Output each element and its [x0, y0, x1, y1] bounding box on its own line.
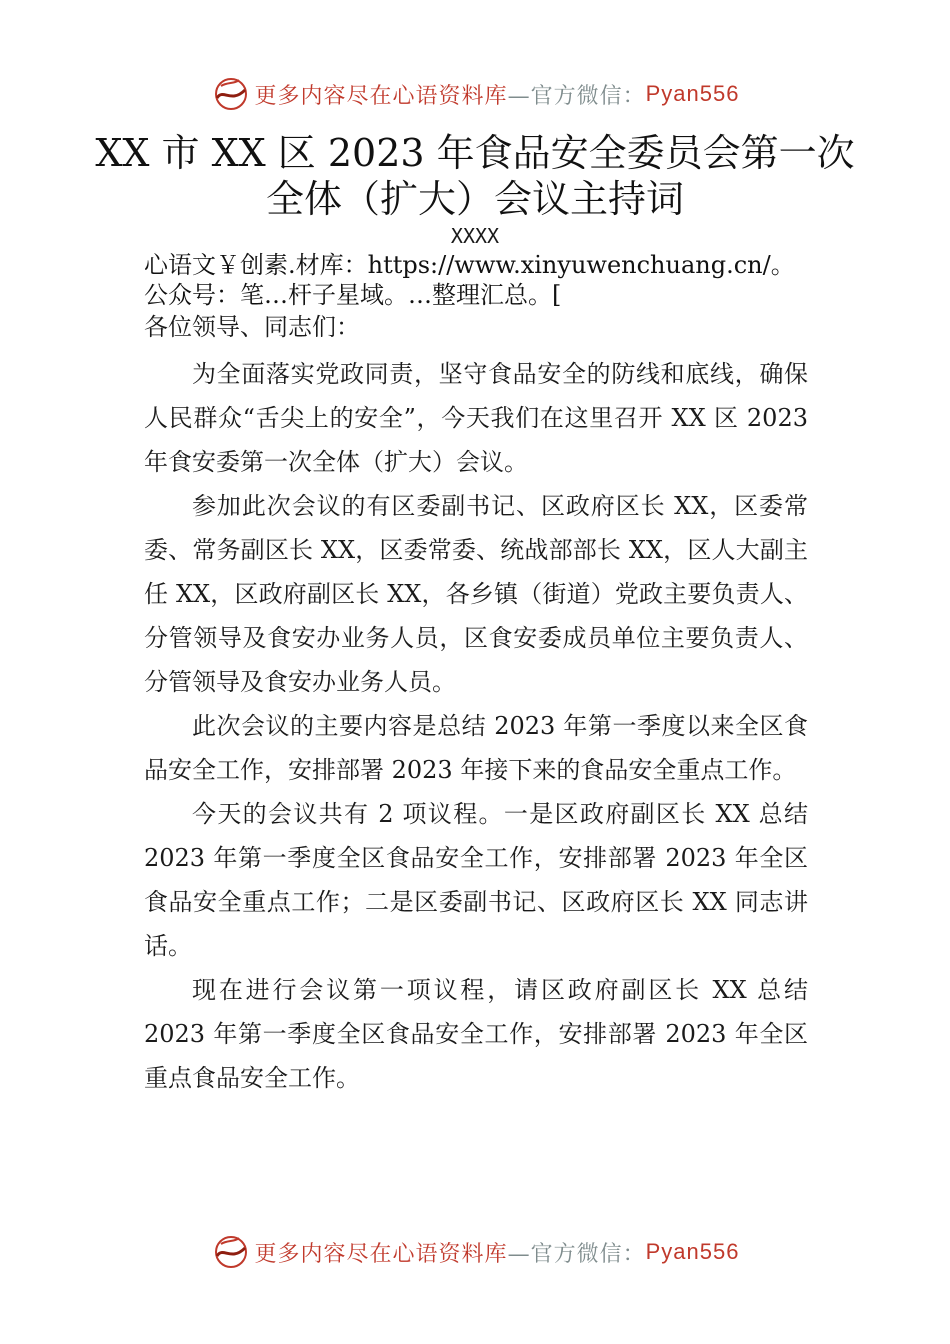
banner-wechat-id: Pyan556: [645, 81, 740, 106]
banner-separator: —官方微信：: [507, 1241, 646, 1267]
wave-logo-icon: [211, 74, 251, 114]
paragraph: 今天的会议共有 2 项议程。一是区政府副区长 XX 总结 2023 年第一季度全区食品安全工作，安排部署 2023 年全区食品安全重点工作；二是区委副书记、区政府区长 XX 同志讲话。: [144, 800, 808, 960]
header-banner: [0, 72, 950, 116]
banner-wechat-id: Pyan556: [645, 1239, 740, 1264]
banner-separator: —官方微信：: [507, 83, 646, 109]
paragraph: 此次会议的主要内容是总结 2023 年第一季度以来全区食品安全工作，安排部署 2023 年接下来的食品安全重点工作。: [144, 712, 808, 784]
paragraph: 参加此次会议的有区委副书记、区政府区长 XX，区委常委、常务副区长 XX，区委常委、统战部部长 XX，区人大副主任 XX，区政府副区长 XX，各乡镇（街道）党政主要负责人、分管领导及食安办业务人员，区食安委成员单位主要负责人、分管领导及食安办业务人员。: [144, 492, 808, 696]
wave-logo-icon: [211, 1232, 251, 1272]
source-note: 心语文￥创素.材库：https://www.xinyuwenchuang.cn/。公众号：笔…杆子星域。…整理汇总。[: [144, 251, 795, 309]
banner-text: 更多内容尽在心语资料库: [254, 1241, 508, 1267]
salutation: 各位领导、同志们：: [144, 313, 360, 341]
banner-text: 更多内容尽在心语资料库: [254, 83, 508, 109]
paragraph: 为全面落实党政同责，坚守食品安全的防线和底线，确保人民群众“舌尖上的安全”，今天我们在这里召开 XX 区 2023 年食安委第一次全体（扩大）会议。: [144, 360, 808, 476]
footer-banner: [0, 1230, 950, 1274]
paragraph: 现在进行会议第一项议程，请区政府副区长 XX 总结 2023 年第一季度全区食品安全工作，安排部署 2023 年全区重点食品安全工作。: [144, 976, 808, 1092]
document-author: XXXX: [450, 224, 500, 248]
document-title: XX 市 XX 区 2023 年食品安全委员会第一次全体（扩大）会议主持词: [95, 131, 855, 221]
document-body: [144, 352, 808, 1100]
